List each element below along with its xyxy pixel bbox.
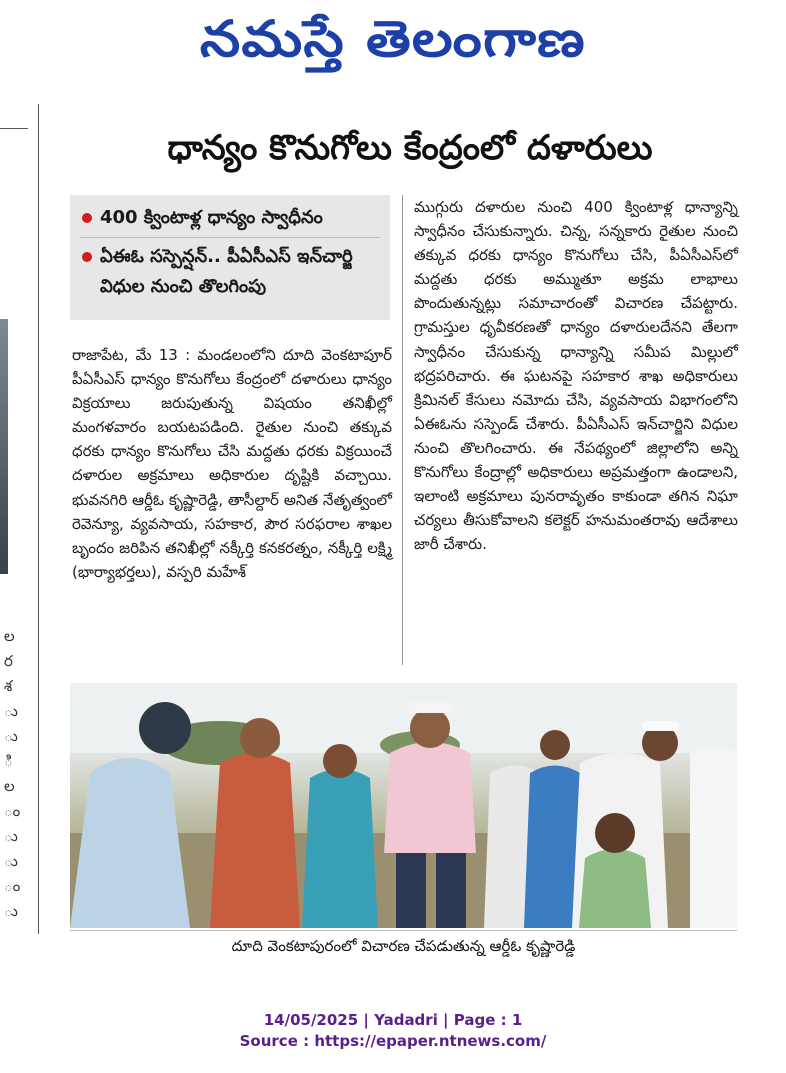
bullet-icon bbox=[82, 213, 92, 223]
article-photo bbox=[70, 683, 737, 928]
footer-date-edition: 14/05/2025 | Yadadri | Page : 1 bbox=[263, 1011, 523, 1029]
subhead-text: ఏఈఓ సస్పెన్షన్.. పీఏసీఎస్ ఇన్‌చార్జి విధుల నుంచి తొలగింపు bbox=[100, 246, 353, 297]
masthead bbox=[0, 0, 786, 82]
adjacent-glyph: ు bbox=[4, 827, 18, 845]
adjacent-glyph: ి bbox=[4, 752, 13, 770]
adjacent-article-strip bbox=[0, 104, 39, 934]
subhead-text: 400 క్వింటాళ్ల ధాన్యం స్వాధీనం bbox=[100, 207, 323, 228]
adjacent-glyph: ం bbox=[4, 802, 21, 820]
photo-caption: దూది వెంకటాపురంలో విచారణ చేపడుతున్న ఆర్డీఓ కృష్ణారెడ్డి bbox=[231, 937, 576, 955]
adjacent-text-glyphs bbox=[4, 624, 26, 924]
subhead-item bbox=[80, 203, 380, 238]
adjacent-glyph: శ bbox=[4, 677, 13, 695]
page-footer bbox=[0, 1010, 786, 1052]
adjacent-glyph: ర bbox=[4, 652, 13, 670]
adjacent-glyph: ు bbox=[4, 727, 18, 745]
caption-rule bbox=[70, 930, 737, 931]
article-body-left: రాజాపేట, మే 13 : మండలంలోని దూది వెంకటాపూర్ పీఏసీఎస్ ధాన్యం కొనుగోలు కేంద్రంలో దళారులు ధాన్యం విక్రయాలు జరుపుతున్న విషయం తనిఖీల్లో మంగళవారం బయటపడింది. రైతుల నుంచి తక్కువ ధరకు ధాన్యం కొనుగోలు చేసి మద్దతు ధరకు విక్రయించే దళారుల అక్రమాలు అధికారుల దృష్టికి వచ్చాయి. భువనగిరి ఆర్డీఓ కృష్ణారెడ్డి, తాసీల్దార్ అనిత నేతృత్వంలో రెవెన్యూ, వ్యవసాయ, సహకార, పౌర సరఫరాల శాఖల బృందం జరిపిన తనిఖీల్లో నక్కీర్తి కనకరత్నం, నక్కీర్తి లక్ష్మి (భార్యాభర్తలు), వస్పరి మహేశ్ bbox=[72, 346, 392, 581]
adjacent-glyph: ు bbox=[4, 902, 18, 920]
adjacent-glyph: ల bbox=[4, 777, 15, 795]
article-body-right: ముగ్గురు దళారుల నుంచి 400 క్వింటాళ్ల ధాన్యాన్ని స్వాధీనం చేసుకున్నారు. చిన్న, సన్నకారు రైతుల నుంచి తక్కువ ధరకు ధాన్యం కొనుగోలు చేసి, పీఏసీఎస్‌లో మద్దతు ధరకు అమ్ముతూ అక్రమ లాభాలు పొందుతున్నట్లు సమాచారంతో విచారణ చేపట్టారు. గ్రామస్తుల ధృవీకరణతో ధాన్యం దళారులదేనని తేలగా స్వాధీనం చేసుకున్న ధాన్యాన్ని సమీప మిల్లులో భద్రపరిచారు. ఈ ఘటనపై సహకార శాఖ అధికారులు క్రిమినల్ కేసులు నమోదు చేసి, వ్యవసాయ విభాగంలోని ఏఈఓను సస్పెండ్ చేశారు. పీఏసీఎస్ ఇన్‌చార్జిని విధుల నుంచి తొలగించారు. ఈ నేపథ్యంలో జిల్లాలోని అన్ని కొనుగోలు కేంద్రాల్లో అధికారులు అప్రమత్తంగా ఉండాలని, ఇలాంటి అక్రమాలు పునరావృతం కాకుండా తగిన నిఘా చర్యలు తీసుకోవాలని కలెక్టర్ హనుమంతరావు ఆదేశాలు జారీ చేశారు. bbox=[414, 198, 738, 554]
column-divider bbox=[402, 195, 403, 665]
adjacent-glyph: ల bbox=[4, 627, 15, 645]
newspaper-logo: నమస్తే తెలంగాణ bbox=[200, 10, 586, 68]
photo-illustration bbox=[70, 683, 737, 928]
subheads-box bbox=[70, 195, 390, 320]
article-headline: ధాన్యం కొనుగోలు కేంద్రంలో దళారులు bbox=[167, 128, 653, 168]
footer-source[interactable]: Source : https://epaper.ntnews.com/ bbox=[239, 1032, 547, 1050]
subhead-item bbox=[80, 242, 380, 302]
adjacent-glyph: ు bbox=[4, 702, 18, 720]
adjacent-glyph: ు bbox=[4, 852, 18, 870]
adjacent-glyph: ం bbox=[4, 877, 21, 895]
bullet-icon bbox=[82, 252, 92, 262]
adjacent-photo-edge bbox=[0, 319, 8, 574]
strip-rule bbox=[0, 128, 28, 129]
